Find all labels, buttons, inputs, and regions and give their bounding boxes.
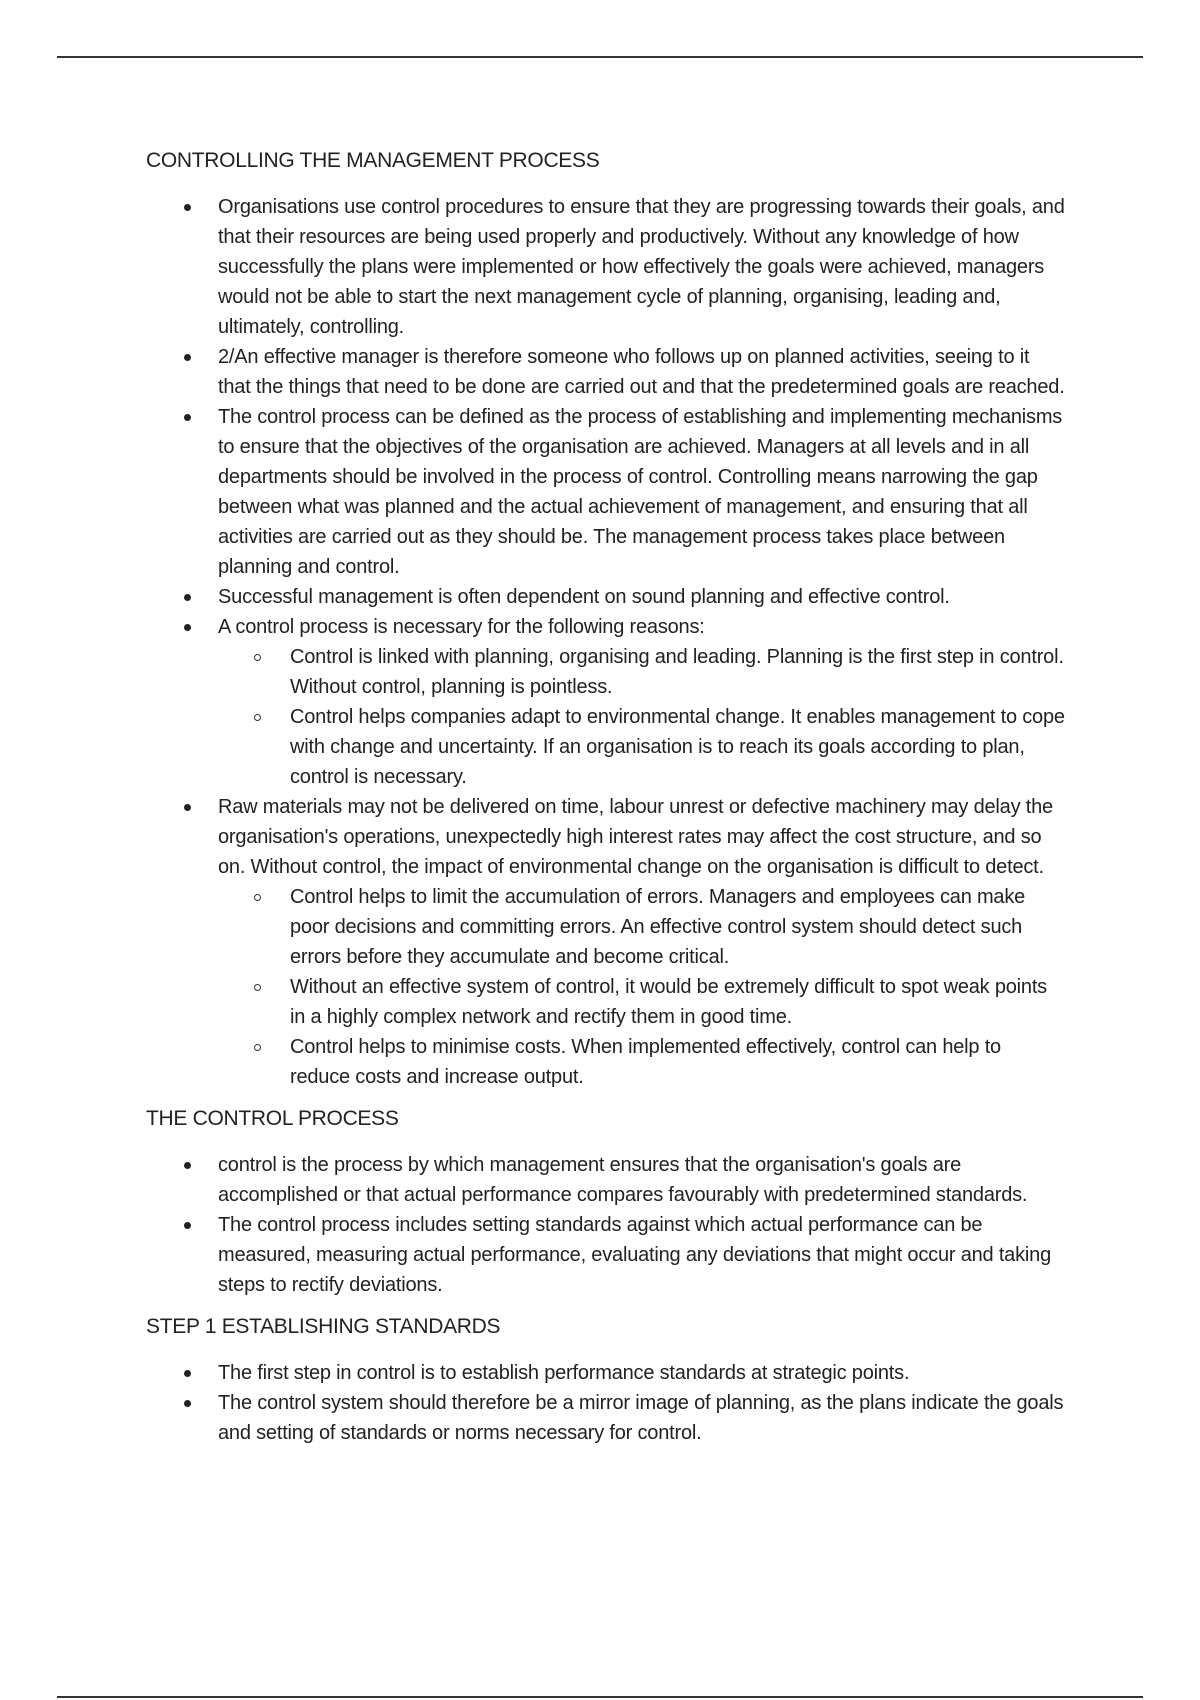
bullet-list: [146, 192, 1066, 1092]
bullet-text: The control process includes setting standards against which actual performance can be measured, measuring actual performance, evaluating any deviations that might occur and taking steps to rectify deviations.: [218, 1214, 1051, 1296]
bullet-item: [146, 1358, 1066, 1388]
bullet-item: [146, 1150, 1066, 1210]
bullet-icon: [184, 804, 191, 811]
bullet-icon: [184, 1162, 191, 1169]
bullet-icon: [184, 624, 191, 631]
section-establishing-standards: [146, 1312, 1066, 1448]
sub-bullet-text: Control is linked with planning, organising and leading. Planning is the first step in control. Without control, planning is pointless.: [290, 646, 1064, 698]
bullet-text: The control process can be defined as the process of establishing and implementing mechanisms to ensure that the objectives of the organisation are achieved. Managers at all levels and in all departments should be involved in the process of control. Controlling means narrowing the gap between what was planned and the actual achievement of management, and ensuring that all activities are carried out as they should be. The management process takes place between planning and control.: [218, 406, 1063, 578]
bullet-item: [146, 582, 1066, 612]
sub-bullet-text: Without an effective system of control, it would be extremely difficult to spot weak points in a highly complex network and rectify them in good time.: [290, 976, 1047, 1028]
bullet-item: [146, 342, 1066, 402]
sub-bullet-item: [218, 972, 1066, 1032]
bullet-text: Organisations use control procedures to ensure that they are progressing towards their goals, and that their resources are being used properly and productively. Without any knowledge of how successfully the plans were implemented or how effectively the goals were achieved, managers would not be able to start the next management cycle of planning, organising, leading and, ultimately, controlling.: [218, 196, 1065, 338]
hollow-circle-icon: [254, 714, 261, 721]
sub-bullet-item: [218, 1032, 1066, 1092]
section-heading: STEP 1 ESTABLISHING STANDARDS: [146, 1315, 501, 1338]
bullet-item: [146, 1388, 1066, 1448]
sub-bullet-text: Control helps companies adapt to environmental change. It enables management to cope with change and uncertainty. If an organisation is to reach its goals according to plan, control is necessary.: [290, 706, 1065, 788]
header-rule: [57, 56, 1143, 58]
section-control-process: [146, 1104, 1066, 1300]
bullet-icon: [184, 204, 191, 211]
bullet-list: [146, 1358, 1066, 1448]
sub-bullet-list: [218, 882, 1066, 1092]
bullet-item: [146, 192, 1066, 342]
hollow-circle-icon: [254, 654, 261, 661]
section-controlling-management-process: [146, 146, 1066, 1092]
document-body: [146, 146, 1066, 1460]
sub-bullet-item: [218, 702, 1066, 792]
sub-bullet-text: Control helps to limit the accumulation of errors. Managers and employees can make poor decisions and committing errors. An effective control system should detect such errors before they accumulate and become critical.: [290, 886, 1026, 968]
bullet-icon: [184, 1370, 191, 1377]
sub-bullet-item: [218, 642, 1066, 702]
sub-bullet-item: [218, 882, 1066, 972]
bullet-text: Successful management is often dependent on sound planning and effective control.: [218, 586, 950, 608]
section-heading: CONTROLLING THE MANAGEMENT PROCESS: [146, 149, 600, 172]
bullet-icon: [184, 1400, 191, 1407]
bullet-list: [146, 1150, 1066, 1300]
sub-bullet-text: Control helps to minimise costs. When implemented effectively, control can help to reduce costs and increase output.: [290, 1036, 1001, 1088]
bullet-icon: [184, 354, 191, 361]
bullet-item: [146, 402, 1066, 582]
hollow-circle-icon: [254, 984, 261, 991]
bullet-text: 2/An effective manager is therefore someone who follows up on planned activities, seeing to it that the things that need to be done are carried out and that the predetermined goals are reached.: [218, 346, 1065, 398]
bullet-item: [146, 1210, 1066, 1300]
bullet-text: control is the process by which management ensures that the organisation's goals are accomplished or that actual performance compares favourably with predetermined standards.: [218, 1154, 1028, 1206]
bullet-item: [146, 792, 1066, 1092]
bullet-icon: [184, 1222, 191, 1229]
section-heading: THE CONTROL PROCESS: [146, 1107, 399, 1130]
bullet-item: [146, 612, 1066, 792]
hollow-circle-icon: [254, 1044, 261, 1051]
bullet-text: Raw materials may not be delivered on time, labour unrest or defective machinery may delay the organisation's operations, unexpectedly high interest rates may affect the cost structure, and so on. Without control, the impact of environmental change on the organisation is difficult to detect.: [218, 796, 1053, 878]
bullet-text: A control process is necessary for the following reasons:: [218, 616, 705, 638]
bullet-text: The control system should therefore be a mirror image of planning, as the plans indicate the goals and setting of standards or norms necessary for control.: [218, 1392, 1064, 1444]
bullet-icon: [184, 414, 191, 421]
sub-bullet-list: [218, 642, 1066, 792]
hollow-circle-icon: [254, 894, 261, 901]
bullet-text: The first step in control is to establish performance standards at strategic points.: [218, 1362, 910, 1384]
footer-rule: [57, 1696, 1143, 1698]
bullet-icon: [184, 594, 191, 601]
